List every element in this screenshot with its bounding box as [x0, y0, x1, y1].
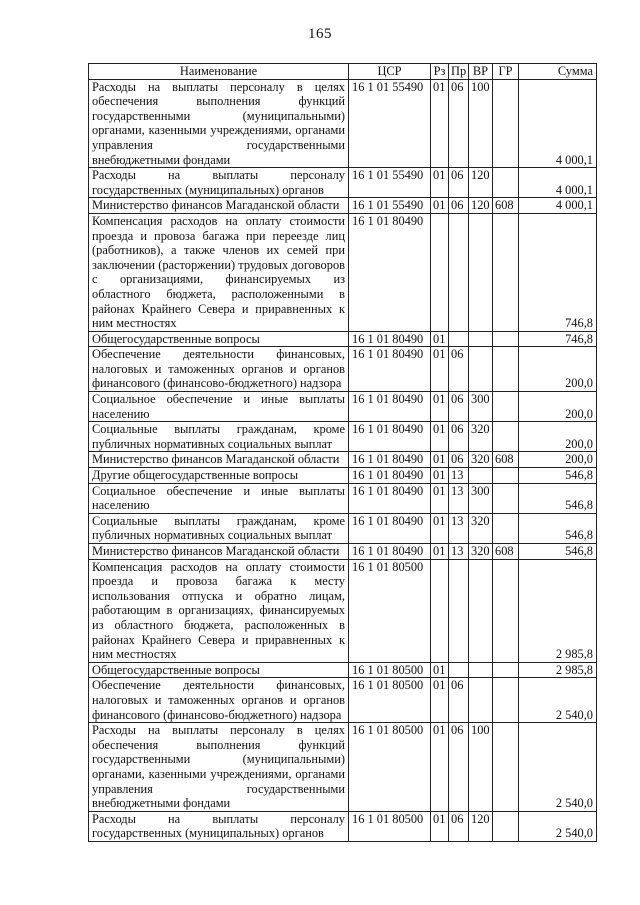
cell-csr: 16 1 01 80500 — [349, 811, 431, 841]
cell-pr: 06 — [449, 198, 469, 214]
cell-name: Компенсация расходов на оплату стоимости проезда и провоза багажа при переезде лиц (работников), а также членов их семей при заключении (расторжении) трудовых договоров с организациями, финансируемых из областного бюджета, расположенными в районах Крайнего Севера и приравненных к ним местностях — [89, 213, 349, 331]
cell-vr: 120 — [469, 168, 493, 198]
table-row — [89, 168, 597, 198]
table-row — [89, 678, 597, 723]
cell-vr: 300 — [469, 392, 493, 422]
cell-pr: 06 — [449, 79, 469, 168]
cell-gr — [493, 662, 519, 678]
table-row — [89, 213, 597, 331]
cell-rz: 01 — [431, 544, 449, 560]
cell-sum: 546,8 — [519, 483, 597, 513]
table-header-row — [89, 64, 597, 80]
cell-rz: 01 — [431, 331, 449, 347]
cell-sum: 2 540,0 — [519, 678, 597, 723]
cell-sum: 200,0 — [519, 422, 597, 452]
cell-pr: 06 — [449, 678, 469, 723]
cell-name: Общегосударственные вопросы — [89, 662, 349, 678]
cell-sum: 2 985,8 — [519, 559, 597, 662]
cell-gr — [493, 468, 519, 484]
cell-name: Расходы на выплаты персоналу государственных (муниципальных) органов — [89, 811, 349, 841]
cell-name: Министерство финансов Магаданской области — [89, 452, 349, 468]
cell-sum: 746,8 — [519, 213, 597, 331]
cell-vr: 100 — [469, 79, 493, 168]
column-header-name: Наименование — [89, 64, 349, 80]
cell-csr: 16 1 01 80490 — [349, 483, 431, 513]
cell-csr: 16 1 01 80490 — [349, 452, 431, 468]
cell-csr: 16 1 01 55490 — [349, 198, 431, 214]
cell-name: Социальное обеспечение и иные выплаты населению — [89, 483, 349, 513]
column-header-vr: ВР — [469, 64, 493, 80]
cell-rz: 01 — [431, 723, 449, 812]
cell-gr — [493, 331, 519, 347]
cell-sum: 200,0 — [519, 347, 597, 392]
column-header-sum: Сумма — [519, 64, 597, 80]
cell-rz — [431, 559, 449, 662]
table-row — [89, 347, 597, 392]
cell-csr: 16 1 01 80500 — [349, 723, 431, 812]
cell-sum: 4 000,1 — [519, 79, 597, 168]
cell-name: Социальные выплаты гражданам, кроме публичных нормативных социальных выплат — [89, 513, 349, 543]
cell-name: Расходы на выплаты персоналу в целях обеспечения выполнения функций государственными (муниципальными) органами, казенными учреждениями, органами управления государственными внебюджетными фондами — [89, 723, 349, 812]
cell-pr — [449, 662, 469, 678]
cell-vr: 300 — [469, 483, 493, 513]
cell-gr — [493, 79, 519, 168]
cell-gr — [493, 513, 519, 543]
cell-sum: 746,8 — [519, 331, 597, 347]
cell-rz: 01 — [431, 392, 449, 422]
cell-pr: 06 — [449, 168, 469, 198]
cell-pr — [449, 213, 469, 331]
cell-csr: 16 1 01 80490 — [349, 544, 431, 560]
cell-rz: 01 — [431, 452, 449, 468]
cell-sum: 2 985,8 — [519, 662, 597, 678]
cell-csr: 16 1 01 80490 — [349, 513, 431, 543]
cell-rz: 01 — [431, 168, 449, 198]
cell-pr — [449, 559, 469, 662]
table-row — [89, 422, 597, 452]
cell-pr: 13 — [449, 468, 469, 484]
cell-vr: 320 — [469, 544, 493, 560]
table-row — [89, 392, 597, 422]
cell-name: Другие общегосударственные вопросы — [89, 468, 349, 484]
cell-csr: 16 1 01 80500 — [349, 559, 431, 662]
cell-csr: 16 1 01 80490 — [349, 347, 431, 392]
table-row — [89, 811, 597, 841]
table-row — [89, 468, 597, 484]
cell-vr: 100 — [469, 723, 493, 812]
table-row — [89, 723, 597, 812]
cell-vr — [469, 213, 493, 331]
table-row — [89, 559, 597, 662]
cell-csr: 16 1 01 55490 — [349, 168, 431, 198]
cell-pr: 13 — [449, 513, 469, 543]
cell-vr: 120 — [469, 811, 493, 841]
cell-name: Министерство финансов Магаданской области — [89, 198, 349, 214]
cell-rz: 01 — [431, 422, 449, 452]
cell-vr — [469, 468, 493, 484]
cell-name: Расходы на выплаты персоналу в целях обеспечения выполнения функций государственными (муниципальными) органами, казенными учреждениями, органами управления государственными внебюджетными фондами — [89, 79, 349, 168]
cell-gr — [493, 168, 519, 198]
cell-sum: 200,0 — [519, 392, 597, 422]
cell-gr — [493, 392, 519, 422]
cell-rz: 01 — [431, 347, 449, 392]
cell-csr: 16 1 01 55490 — [349, 79, 431, 168]
cell-gr — [493, 678, 519, 723]
cell-sum: 546,8 — [519, 544, 597, 560]
cell-pr: 06 — [449, 452, 469, 468]
cell-gr — [493, 723, 519, 812]
cell-rz: 01 — [431, 678, 449, 723]
cell-pr: 06 — [449, 811, 469, 841]
table-row — [89, 662, 597, 678]
table-row — [89, 513, 597, 543]
table-row — [89, 483, 597, 513]
cell-name: Общегосударственные вопросы — [89, 331, 349, 347]
cell-gr — [493, 483, 519, 513]
cell-name: Обеспечение деятельности финансовых, налоговых и таможенных органов и органов финансового (финансово-бюджетного) надзора — [89, 347, 349, 392]
cell-vr: 120 — [469, 198, 493, 214]
page-number: 165 — [308, 26, 332, 42]
cell-vr — [469, 331, 493, 347]
cell-rz: 01 — [431, 483, 449, 513]
cell-gr: 608 — [493, 198, 519, 214]
cell-vr — [469, 662, 493, 678]
column-header-rz: Рз — [431, 64, 449, 80]
cell-csr: 16 1 01 80490 — [349, 213, 431, 331]
cell-csr: 16 1 01 80490 — [349, 468, 431, 484]
cell-vr — [469, 347, 493, 392]
cell-csr: 16 1 01 80500 — [349, 678, 431, 723]
cell-csr: 16 1 01 80490 — [349, 422, 431, 452]
cell-csr: 16 1 01 80490 — [349, 331, 431, 347]
cell-sum: 2 540,0 — [519, 723, 597, 812]
table-row — [89, 331, 597, 347]
cell-rz: 01 — [431, 662, 449, 678]
cell-rz: 01 — [431, 198, 449, 214]
cell-csr: 16 1 01 80500 — [349, 662, 431, 678]
table-row — [89, 452, 597, 468]
cell-sum: 4 000,1 — [519, 198, 597, 214]
cell-gr — [493, 422, 519, 452]
cell-rz: 01 — [431, 79, 449, 168]
table-row — [89, 198, 597, 214]
table-body — [89, 79, 597, 841]
cell-name: Министерство финансов Магаданской области — [89, 544, 349, 560]
cell-name: Обеспечение деятельности финансовых, налоговых и таможенных органов и органов финансового (финансово-бюджетного) надзора — [89, 678, 349, 723]
cell-rz: 01 — [431, 811, 449, 841]
cell-gr — [493, 347, 519, 392]
cell-pr: 13 — [449, 483, 469, 513]
cell-pr: 06 — [449, 347, 469, 392]
cell-vr — [469, 678, 493, 723]
cell-gr — [493, 811, 519, 841]
cell-gr: 608 — [493, 452, 519, 468]
cell-vr: 320 — [469, 513, 493, 543]
cell-sum: 200,0 — [519, 452, 597, 468]
cell-rz: 01 — [431, 468, 449, 484]
cell-sum: 4 000,1 — [519, 168, 597, 198]
table-row — [89, 79, 597, 168]
cell-sum: 546,8 — [519, 513, 597, 543]
cell-rz: 01 — [431, 513, 449, 543]
column-header-csr: ЦСР — [349, 64, 431, 80]
cell-sum: 546,8 — [519, 468, 597, 484]
cell-pr — [449, 331, 469, 347]
cell-name: Расходы на выплаты персоналу государственных (муниципальных) органов — [89, 168, 349, 198]
cell-pr: 06 — [449, 392, 469, 422]
cell-pr: 13 — [449, 544, 469, 560]
column-header-gr: ГР — [493, 64, 519, 80]
cell-vr: 320 — [469, 422, 493, 452]
cell-vr — [469, 559, 493, 662]
table-row — [89, 544, 597, 560]
cell-gr: 608 — [493, 544, 519, 560]
cell-gr — [493, 559, 519, 662]
cell-pr: 06 — [449, 422, 469, 452]
budget-table — [88, 63, 597, 842]
cell-name: Социальные выплаты гражданам, кроме публичных нормативных социальных выплат — [89, 422, 349, 452]
cell-name: Компенсация расходов на оплату стоимости проезда и провоза багажа к месту использования отпуска и обратно лицам, работающим в организациях, финансируемых из областного бюджета, расположенных в районах Крайнего Севера и приравненных к ним местностях — [89, 559, 349, 662]
cell-csr: 16 1 01 80490 — [349, 392, 431, 422]
cell-pr: 06 — [449, 723, 469, 812]
cell-name: Социальное обеспечение и иные выплаты населению — [89, 392, 349, 422]
cell-sum: 2 540,0 — [519, 811, 597, 841]
cell-vr: 320 — [469, 452, 493, 468]
cell-rz — [431, 213, 449, 331]
column-header-pr: Пр — [449, 64, 469, 80]
cell-gr — [493, 213, 519, 331]
